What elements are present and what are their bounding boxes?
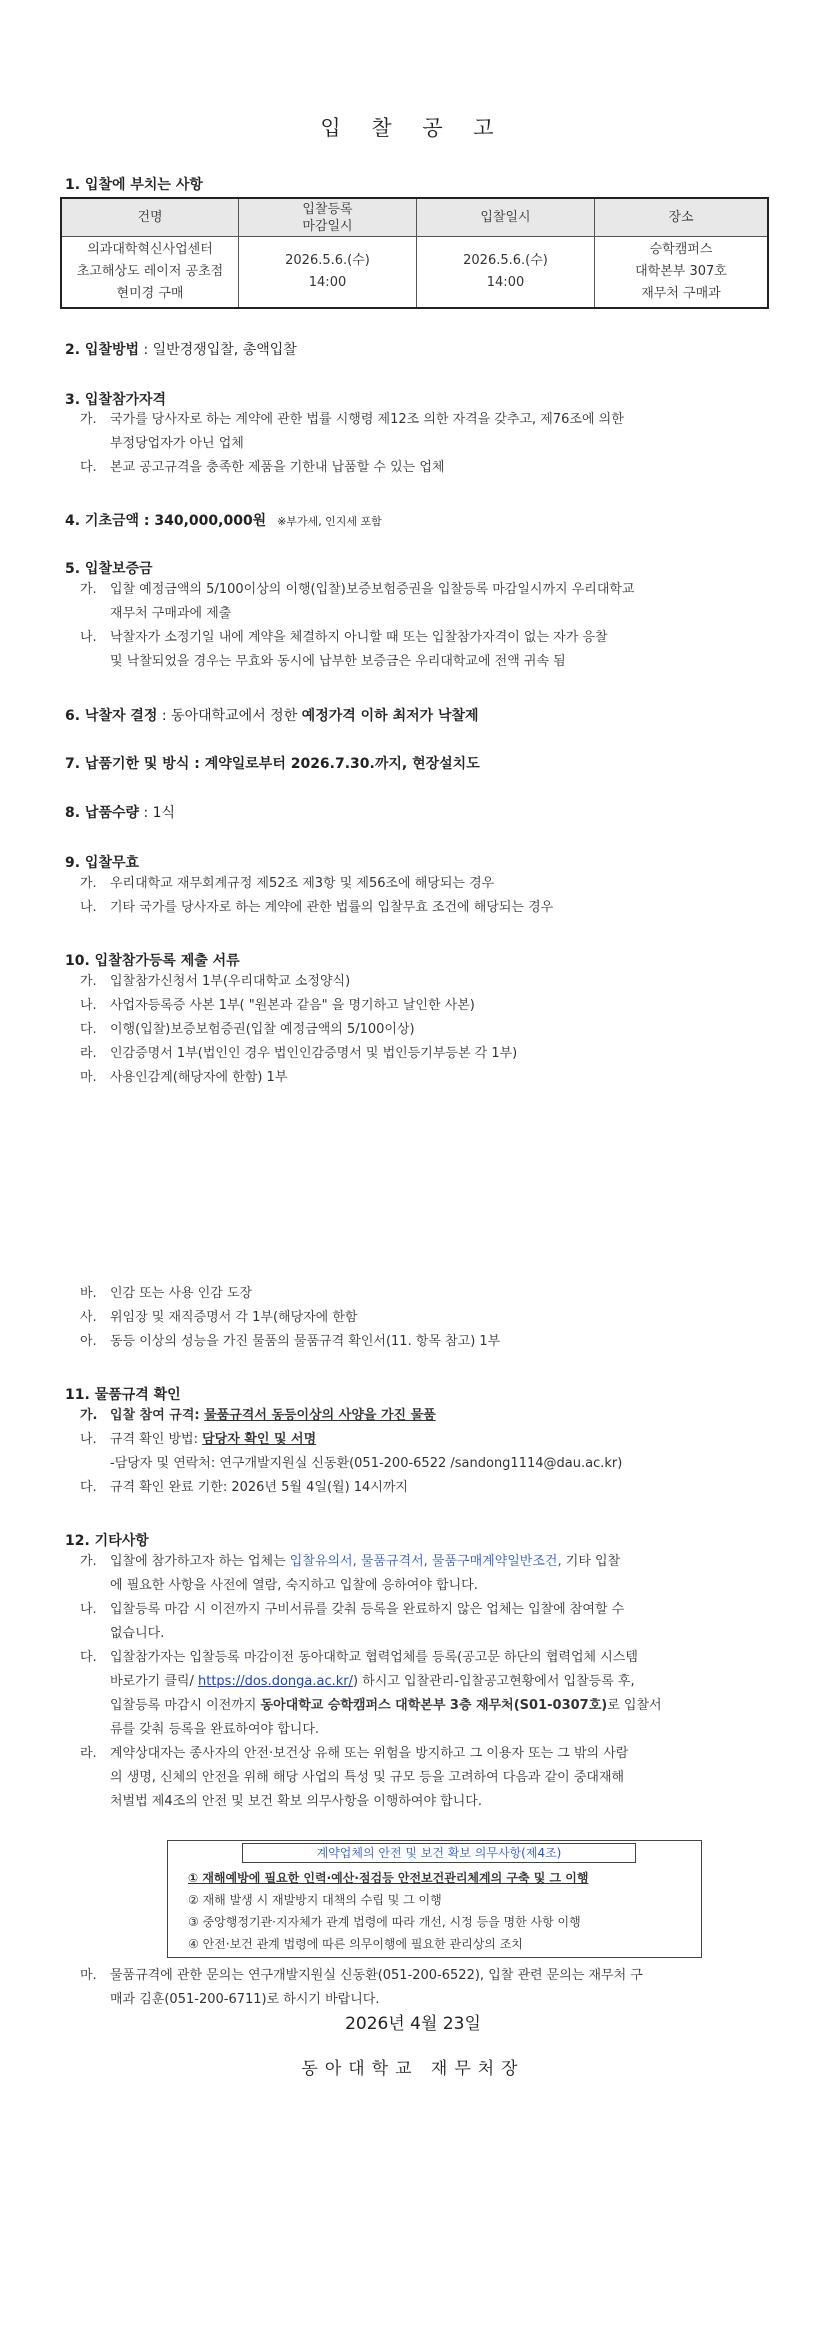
item-text: 인감 또는 사용 인감 도장 [110,1286,253,1301]
section-9-heading: 9. 입찰무효 [65,855,140,871]
doc-references: 입찰유의서, 물품규격서, 물품구매계약일반조건, [289,1554,562,1569]
item-marker: 다. [80,1022,97,1037]
col-header-reg-deadline: 입찰등록 마감일시 [239,198,417,237]
list-item [80,1018,780,1042]
signature: 동아대학교 재무처장 [301,2059,525,2079]
list-item [80,1598,780,1646]
section-12-heading: 12. 기타사항 [65,1533,149,1549]
item-marker: 나. [80,1432,97,1447]
item-marker: 사. [80,1310,97,1325]
contact-info: -담당자 및 연락처: 연구개발지원실 신동환(051-200-6522 /sandong1114@dau.ac.kr) [110,1456,623,1471]
list-item [80,1306,780,1330]
quantity-value: : 1식 [139,805,176,821]
section-10-heading: 10. 입찰참가등록 제출 서류 [65,953,240,969]
list-item [80,970,780,994]
award-method-emph: 예정가격 이하 최저가 낙찰제 [301,708,479,724]
item-marker: 가. [80,582,97,597]
item-text: 없습니다. [110,1626,165,1641]
section-8 [65,802,175,822]
check-method-label: 규격 확인 방법: [110,1432,203,1447]
item-marker: 라. [80,1746,97,1761]
item-text: 사용인감계(해당자에 한함) 1부 [110,1070,288,1085]
item-text: 본교 공고규격을 충족한 제품을 기한내 납품할 수 있는 업체 [110,460,445,475]
item-marker: 가. [80,1408,98,1423]
cell-item-name: 의과대학혁신사업센터 초고해상도 레이저 공초점 현미경 구매 [61,237,239,309]
item-text: 인감증명서 1부(법인인 경우 법인인감증명서 및 법인등기부등본 각 1부) [110,1046,518,1061]
table-row [61,237,768,309]
item-text: 입찰에 참가하고자 하는 업체는 [110,1554,290,1569]
check-method-value: 담당자 확인 및 서명 [202,1432,317,1447]
item-text: 및 낙찰되었을 경우는 무효와 동시에 납부한 보증금은 우리대학교에 전액 귀속 됨 [110,654,566,669]
section-5-heading: 5. 입찰보증금 [65,561,153,577]
section-3-heading: 3. 입찰참가자격 [65,392,167,408]
item-text: 입찰 예정금액의 5/100이상의 이행(입찰)보증보험증권을 입찰등록 마감일시까지 우리대학교 [110,582,635,597]
item-marker: 다. [80,1480,97,1495]
item-text: 입찰등록 마감시 이전까지 [110,1698,261,1713]
item-text: 처벌법 제4조의 안전 및 보건 확보 의무사항을 이행하여야 합니다. [110,1794,482,1809]
section-2 [65,339,297,359]
item-marker: 아. [80,1334,97,1349]
item-text: 에 필요한 사항을 사전에 열람, 숙지하고 입찰에 응하여야 합니다. [110,1578,478,1593]
item-text: 이행(입찰)보증보험증권(입찰 예정금액의 5/100이상) [110,1022,415,1037]
col-header-place: 장소 [595,198,769,237]
award-method-prefix: : 동아대학교에서 정한 [157,708,302,724]
item-text: 재무처 구매과에 제출 [110,606,232,621]
safety-box-title: 계약업체의 안전 및 보건 확보 의무사항(제4조) [242,1843,636,1863]
section-6-heading: 6. 낙찰자 결정 [65,708,158,724]
item-text: 입찰참가자는 입찰등록 마감이전 동아대학교 협력업체를 등록(공고문 하단의 협력업체 시스템 [110,1650,638,1665]
item-text: 물품규격에 관한 문의는 연구개발지원실 신동환(051-200-6522), 입찰 관련 문의는 재무처 구 [110,1968,643,1983]
cell-reg-deadline: 2026.5.6.(수) 14:00 [239,237,417,309]
item-text: 부정당업자가 아닌 업체 [110,436,244,451]
section-6 [65,705,479,725]
item-marker: 나. [80,900,97,915]
section-7-heading: 7. 납품기한 및 방식 : 계약일로부터 2026.7.30.까지, 현장설치도 [65,756,480,772]
item-marker: 나. [80,1602,97,1617]
item-marker: 다. [80,460,97,475]
section-2-heading: 2. 입찰방법 [65,342,140,358]
safety-item: ④ 안전·보건 관계 법령에 따른 의무이행에 필요한 관리상의 조치 [188,1937,523,1951]
list-item [80,1476,780,1500]
list-item [80,1330,780,1354]
item-marker: 마. [80,1070,97,1085]
item-marker: 가. [80,412,97,427]
item-marker: 바. [80,1286,97,1301]
list-item [80,1042,780,1066]
item-marker: 다. [80,1650,97,1665]
list-item [80,896,780,920]
spec-label: 입찰 참여 규격: [110,1408,205,1423]
item-marker: 가. [80,876,97,891]
base-amount-heading: 4. 기초금액 : 340,000,000원 [65,513,267,529]
list-item [80,578,780,626]
section-1-heading: 1. 입찰에 부치는 사항 [65,177,203,193]
list-item [80,1282,780,1306]
item-marker: 나. [80,630,97,645]
vendor-system-link[interactable]: https://dos.donga.ac.kr/ [198,1674,354,1689]
notice-title: 입 찰 공 고 [320,116,506,140]
item-marker: 가. [80,1554,97,1569]
item-text: 계약상대자는 종사자의 안전·보건상 유해 또는 위험을 방지하고 그 이용자 또는 그 밖의 사람 [110,1746,629,1761]
item-text: 기타 국가를 당사자로 하는 계약에 관한 법률의 입찰무효 조건에 해당되는 경우 [110,900,554,915]
list-item [80,1452,780,1476]
col-header-item: 건명 [61,198,239,237]
item-text: 국가를 당사자로 하는 계약에 관한 법률 시행령 제12조 의한 자격을 갖추고, 제76조에 의한 [110,412,624,427]
office-location: 동아대학교 승학캠퍼스 대학본부 3층 재무처(S01-0307호) [260,1698,608,1713]
list-item [80,1404,780,1428]
cell-place: 승학캠퍼스 대학본부 307호 재무처 구매과 [595,237,769,309]
item-text: 우리대학교 재무회계규정 제52조 제3항 및 제56조에 해당되는 경우 [110,876,495,891]
section-11-heading: 11. 물품규격 확인 [65,1387,181,1403]
list-item [80,1066,780,1090]
item-text: 사업자등록증 사본 1부( "원본과 같음" 을 명기하고 날인한 사본) [110,998,475,1013]
list-item [80,1964,780,2012]
item-text: 바로가기 클릭/ [110,1674,198,1689]
safety-obligations-box [167,1840,702,1958]
list-item [80,1550,780,1598]
list-item [80,626,780,674]
item-text: 규격 확인 완료 기한: 2026년 5월 4일(월) 14시까지 [110,1480,408,1495]
item-text: 의 생명, 신체의 안전을 위해 해당 사업의 특성 및 규모 등을 고려하여 다음과 같이 중대재해 [110,1770,625,1785]
list-item [80,994,780,1018]
bid-method-value: : 일반경쟁입찰, 총액입찰 [139,342,297,358]
item-text: 낙찰자가 소정기일 내에 계약을 체결하지 아니할 때 또는 입찰참가자격이 없는 자가 응찰 [110,630,608,645]
section-4 [65,510,382,530]
item-text: 동등 이상의 성능을 가진 물품의 물품규격 확인서(11. 항목 참고) 1부 [110,1334,501,1349]
col-header-bid-date: 입찰일시 [417,198,595,237]
list-item [80,1428,780,1452]
safety-item: ① 재해예방에 필요한 인력·예산·점검등 안전보건관리체계의 구축 및 그 이행 [188,1871,589,1885]
item-text: ) 하시고 입찰관리-입찰공고현황에서 입찰등록 후, [353,1674,635,1689]
bid-info-table [60,197,769,309]
list-item [80,1742,780,1814]
item-marker: 마. [80,1968,97,1983]
safety-item: ③ 중앙행정기관·지자체가 관계 법령에 따라 개선, 시정 등을 명한 사항 이행 [188,1915,581,1929]
spec-value: 물품규격서 동등이상의 사양을 가진 물품 [204,1408,436,1423]
item-text: 매과 김훈(051-200-6711)로 하시기 바랍니다. [110,1992,380,2007]
safety-item: ② 재해 발생 시 재발방지 대책의 수립 및 그 이행 [188,1893,442,1907]
item-text: 로 입찰서 [607,1698,662,1713]
list-item [80,456,780,480]
item-text: 입찰참가신청서 1부(우리대학교 소정양식) [110,974,351,989]
item-marker: 가. [80,974,97,989]
item-text: 기타 입찰 [561,1554,621,1569]
section-8-heading: 8. 납품수량 [65,805,140,821]
item-text: 입찰등록 마감 시 이전까지 구비서류를 갖춰 등록을 완료하지 않은 업체는 입찰에 참여할 수 [110,1602,625,1617]
item-marker: 라. [80,1046,97,1061]
list-item [80,1646,780,1742]
base-amount-note: ※부가세, 인지세 포함 [277,515,382,528]
item-text: 위임장 및 재직증명서 각 1부(해당자에 한함 [110,1310,358,1325]
cell-bid-date: 2026.5.6.(수) 14:00 [417,237,595,309]
list-item [80,872,780,896]
item-text: 류를 갖춰 등록을 완료하여야 합니다. [110,1722,320,1737]
list-item [80,408,780,456]
notice-date: 2026년 4월 23일 [345,2014,481,2034]
item-marker: 나. [80,998,97,1013]
